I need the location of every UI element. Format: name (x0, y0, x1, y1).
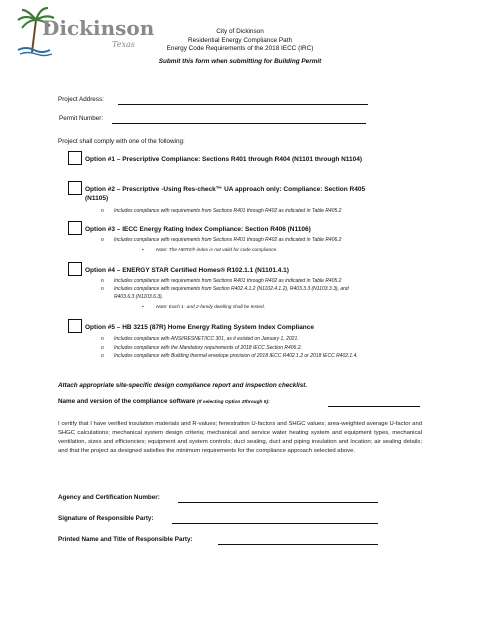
permit-number-field[interactable] (112, 123, 366, 124)
permit-number-label: Permit Number: (59, 115, 104, 122)
logo-wordmark: Dickinson (42, 16, 155, 40)
sub-bullet: o (101, 208, 104, 214)
header-line-3: Energy Code Requirements of the 2018 IECC (IRC) (166, 45, 314, 52)
submit-note: Submit this form when submitting for Building Permit (158, 58, 322, 65)
option-4-note: Note: Each 1- and 2-family dwelling shall be tested. (156, 305, 266, 310)
option-4-sub-2b: R403.6.3 (N1103.6.3). (114, 293, 164, 300)
option-5-sub-3: Includes compliance with Building thermal envelope provision of 2018 IECC R402.1.2 or 2018 IECC R402.1.4. (114, 353, 358, 359)
project-address-label: Project Address: (58, 96, 104, 103)
option-3-title: Option #3 – IECC Energy Rating Index Compliance: Section R406 (N1106) (85, 226, 311, 233)
software-label-text: Name and version of the compliance software (58, 398, 196, 405)
certification-statement: I certify that I have verified insulation materials and R-values; fenestration U-factors and SHGC values; area-weighted average U-factor and SHGC calculations; mechanical system design criteria; mechanical and service water heating system and equipment types, mechanical ventilation, sizes and efficiencies; equipment and system controls; duct sealing, duct and piping insulation and location; air sealing details; and that the project as designed satisfies the minimum requirements for the compliance approach selected above. (58, 421, 422, 454)
option-4-sub-1: Includes compliance with requirements from Sections R401 through R402 as indicated in Table R405.2 (114, 278, 342, 284)
signature-field[interactable] (172, 523, 378, 524)
sub-bullet: o (101, 336, 104, 342)
logo-state: Texas (112, 40, 135, 49)
sub-bullet: o (101, 344, 104, 351)
option-5-title: Option #5 – HB 3215 (87R) Home Energy Rating System Index Compliance (85, 324, 315, 331)
option-5-sub-1: Includes compliance with ANSI/RESNET/ICC 301, as it existed on January 1, 2021. (114, 336, 299, 342)
sub-bullet: o (101, 237, 104, 243)
option-1-title: Option #1 – Prescriptive Compliance: Sections R401 through R404 (N1101 through N1104) (85, 156, 363, 163)
comply-intro: Project shall comply with one of the following: (58, 138, 185, 145)
project-address-field[interactable] (118, 104, 368, 105)
sub-bullet: o (101, 286, 104, 292)
note-bullet: ▪ (142, 305, 144, 310)
option-3-sub-1: Includes compliance with requirements from Sections R401 through R402 as indicated in Table R406.2 (114, 237, 342, 243)
option-3-note: Note: The HERS® index is not valid for code compliance. (156, 248, 278, 253)
option-2-title-line2: (N1105) (85, 195, 109, 202)
header-line-2: Residential Energy Compliance Path (187, 36, 293, 44)
agency-field[interactable] (178, 502, 378, 503)
sub-bullet: o (101, 278, 104, 284)
option-2-sub-1: Includes compliance with requirements from Sections R401 through R402 as indicated in Table R405.2 (114, 208, 342, 214)
agency-label: Agency and Certification Number: (58, 494, 160, 501)
note-bullet: ▪ (142, 248, 144, 253)
printed-name-label: Printed Name and Title of Responsible Party: (58, 536, 193, 543)
option-4-title: Option #4 – ENERGY STAR Certified Homes® R102.1.1 (N1101.4.1) (85, 267, 289, 274)
software-hint: (If selecting Option 2through 5): (196, 400, 270, 405)
option-3-checkbox[interactable] (68, 221, 82, 235)
header-line-1: City of Dickinson (216, 28, 264, 35)
software-field[interactable] (328, 406, 420, 407)
option-4-sub-2a: Includes compliance with requirements from Section R402.4.1.2 (N1102.4.1.2), R403.3.3 (N1103.3.3), and (114, 286, 349, 292)
option-1-checkbox[interactable] (68, 151, 82, 165)
option-5-sub-2: Includes compliance with the Mandatory requirements of 2018 IECC Section R406.2. (114, 344, 302, 351)
attach-note: Attach appropriate site-specific design compliance report and inspection checklist. (58, 382, 308, 389)
option-2-title-line1: Option #2 – Prescriptive -Using Res-check™ UA approach only: Compliance: Section R405 (85, 186, 366, 193)
printed-name-field[interactable] (218, 544, 378, 545)
software-label (58, 398, 270, 405)
sub-bullet: o (101, 353, 104, 359)
option-4-checkbox[interactable] (68, 262, 82, 276)
signature-label: Signature of Responsible Party: (58, 515, 154, 522)
option-2-checkbox[interactable] (68, 181, 82, 195)
option-5-checkbox[interactable] (68, 319, 82, 333)
